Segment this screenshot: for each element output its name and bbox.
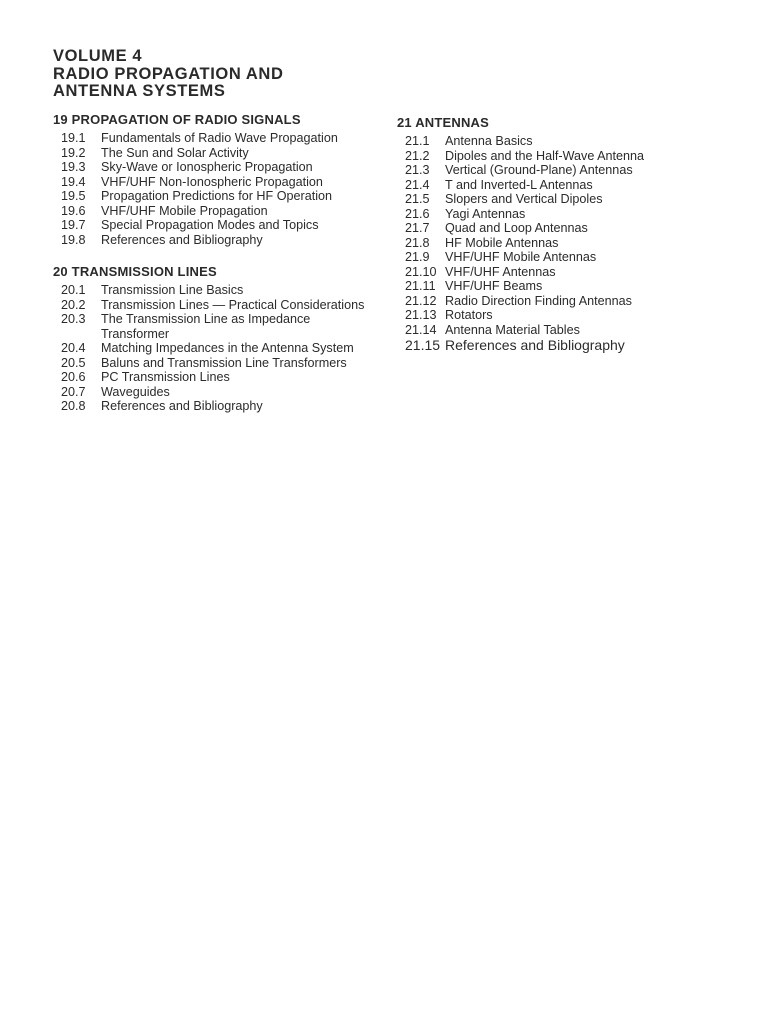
toc-entry-title: Vertical (Ground-Plane) Antennas [445, 163, 633, 177]
toc-entry [397, 279, 675, 294]
toc-entry-title: HF Mobile Antennas [445, 235, 559, 250]
toc-entry [53, 385, 381, 400]
toc-entry-number: 20.2 [61, 297, 86, 312]
toc-entry [53, 204, 381, 219]
toc-entry-number: 21.10 [405, 264, 437, 279]
toc-entry [53, 218, 381, 233]
toc-entry-title: PC Transmission Lines [101, 370, 230, 384]
toc-entry [53, 312, 381, 341]
toc-entry-number: 19.7 [61, 218, 86, 232]
toc-entry-number: 20.3 [61, 312, 86, 326]
toc-entry [397, 250, 675, 265]
toc-entry-number: 19.3 [61, 160, 86, 174]
toc-entry-title: Antenna Basics [445, 134, 533, 148]
toc-entry [53, 189, 381, 204]
toc-entry-number: 19.5 [61, 189, 86, 203]
toc-entry-number: 21.7 [405, 221, 430, 235]
toc-entry-number: 19.6 [61, 203, 86, 218]
toc-entry [53, 131, 381, 146]
toc-entry [53, 160, 381, 175]
toc-entry-number: 20.7 [61, 384, 86, 399]
toc-entry-title: Quad and Loop Antennas [445, 221, 588, 235]
toc-entry [397, 163, 675, 178]
toc-entry [53, 283, 381, 298]
toc-entry-title: Waveguides [101, 384, 170, 399]
toc-entry-title: The Transmission Line as Impedance Transformer [101, 312, 311, 341]
toc-entry [53, 356, 381, 371]
toc-entry-title: Rotators [445, 308, 493, 322]
toc-entry-number: 21.12 [405, 293, 437, 308]
toc-entry [397, 294, 675, 309]
toc-entry-title: VHF/UHF Mobile Propagation [101, 203, 268, 218]
toc-entry [397, 178, 675, 193]
section-heading: 19 PROPAGATION OF RADIO SIGNALS [53, 112, 301, 127]
toc-entry-number: 20.6 [61, 370, 86, 384]
toc-entry-title: Radio Direction Finding Antennas [445, 293, 632, 308]
volume-title-line: ANTENNA SYSTEMS [53, 82, 226, 100]
section-19 [53, 112, 381, 247]
section-20 [53, 264, 381, 414]
toc-entry-title: Transmission Line Basics [101, 283, 244, 297]
toc-entry-title: References and Bibliography [445, 337, 625, 353]
toc-entry-number: 19.2 [61, 145, 86, 160]
toc-entry-title: Yagi Antennas [445, 206, 526, 221]
toc-entry-number: 21.11 [405, 279, 436, 293]
toc-entry-title: T and Inverted-L Antennas [445, 177, 593, 192]
toc-entry-title: VHF/UHF Mobile Antennas [445, 250, 597, 264]
toc-entry-title: Special Propagation Modes and Topics [101, 218, 319, 232]
section-heading: 21 ANTENNAS [397, 115, 490, 130]
toc-entry-title: Matching Impedances in the Antenna System [101, 341, 354, 355]
toc-entry [53, 146, 381, 161]
volume-title [53, 48, 283, 101]
toc-entry-title: Propagation Predictions for HF Operation [101, 189, 333, 203]
toc-entry [53, 341, 381, 356]
volume-title-line: VOLUME 4 [53, 47, 143, 65]
toc-entry-number: 20.8 [61, 399, 86, 413]
toc-entry-number: 21.4 [405, 177, 430, 192]
toc-entry [397, 265, 675, 280]
toc-entry-title: Fundamentals of Radio Wave Propagation [101, 131, 338, 145]
toc-entry-number: 21.9 [405, 250, 430, 264]
toc-entry [53, 370, 381, 385]
toc-entry-title: Sky-Wave or Ionospheric Propagation [101, 160, 313, 174]
toc-entry [53, 298, 381, 313]
toc-entry [397, 192, 675, 207]
toc-entry-title: References and Bibliography [101, 232, 263, 247]
toc-entry-number: 21.1 [405, 134, 430, 148]
toc-entry [397, 323, 675, 338]
toc-entry-title: Transmission Lines — Practical Considerations [101, 297, 365, 312]
toc-entry-number: 21.5 [405, 192, 430, 206]
toc-entry-number: 20.4 [61, 341, 86, 355]
toc-entry-number: 21.2 [405, 148, 430, 163]
toc-entry-title: Baluns and Transmission Line Transformers [101, 355, 347, 370]
toc-entry-title: The Sun and Solar Activity [101, 145, 249, 160]
toc-entry-number: 20.1 [61, 283, 86, 297]
toc-entry [53, 399, 381, 414]
toc-entry [397, 236, 675, 251]
toc-entry-title: Slopers and Vertical Dipoles [445, 192, 603, 206]
section-heading: 20 TRANSMISSION LINES [53, 264, 217, 279]
toc-entry-title: References and Bibliography [101, 399, 263, 413]
toc-entry-number: 21.14 [405, 322, 437, 337]
toc-entry-title: VHF/UHF Beams [445, 279, 543, 293]
toc-entry-title: VHF/UHF Antennas [445, 264, 556, 279]
toc-entry-number: 19.4 [61, 174, 86, 189]
volume-title-line: RADIO PROPAGATION AND [53, 64, 284, 83]
toc-entry-number: 20.5 [61, 355, 86, 370]
toc-entry-number: 21.3 [405, 163, 430, 177]
toc-entry [397, 221, 675, 236]
toc-entry-title: Dipoles and the Half-Wave Antenna [445, 148, 645, 163]
toc-entry [397, 308, 675, 323]
toc-entry-title: Antenna Material Tables [445, 322, 580, 337]
toc-entry [397, 207, 675, 222]
toc-entry [53, 175, 381, 190]
toc-entry-title: VHF/UHF Non-Ionospheric Propagation [101, 174, 323, 189]
toc-entry-number: 21.6 [405, 206, 430, 221]
toc-entry [397, 149, 675, 164]
toc-entry-number: 19.8 [61, 232, 86, 247]
toc-entry-number: 19.1 [61, 131, 86, 145]
toc-entry [397, 134, 675, 149]
section-21 [397, 115, 675, 353]
toc-entry [397, 337, 675, 353]
toc-entry-number: 21.8 [405, 235, 430, 250]
toc-entry-number: 21.13 [405, 308, 437, 322]
toc-entry-number: 21.15 [405, 337, 441, 353]
toc-entry [53, 233, 381, 248]
